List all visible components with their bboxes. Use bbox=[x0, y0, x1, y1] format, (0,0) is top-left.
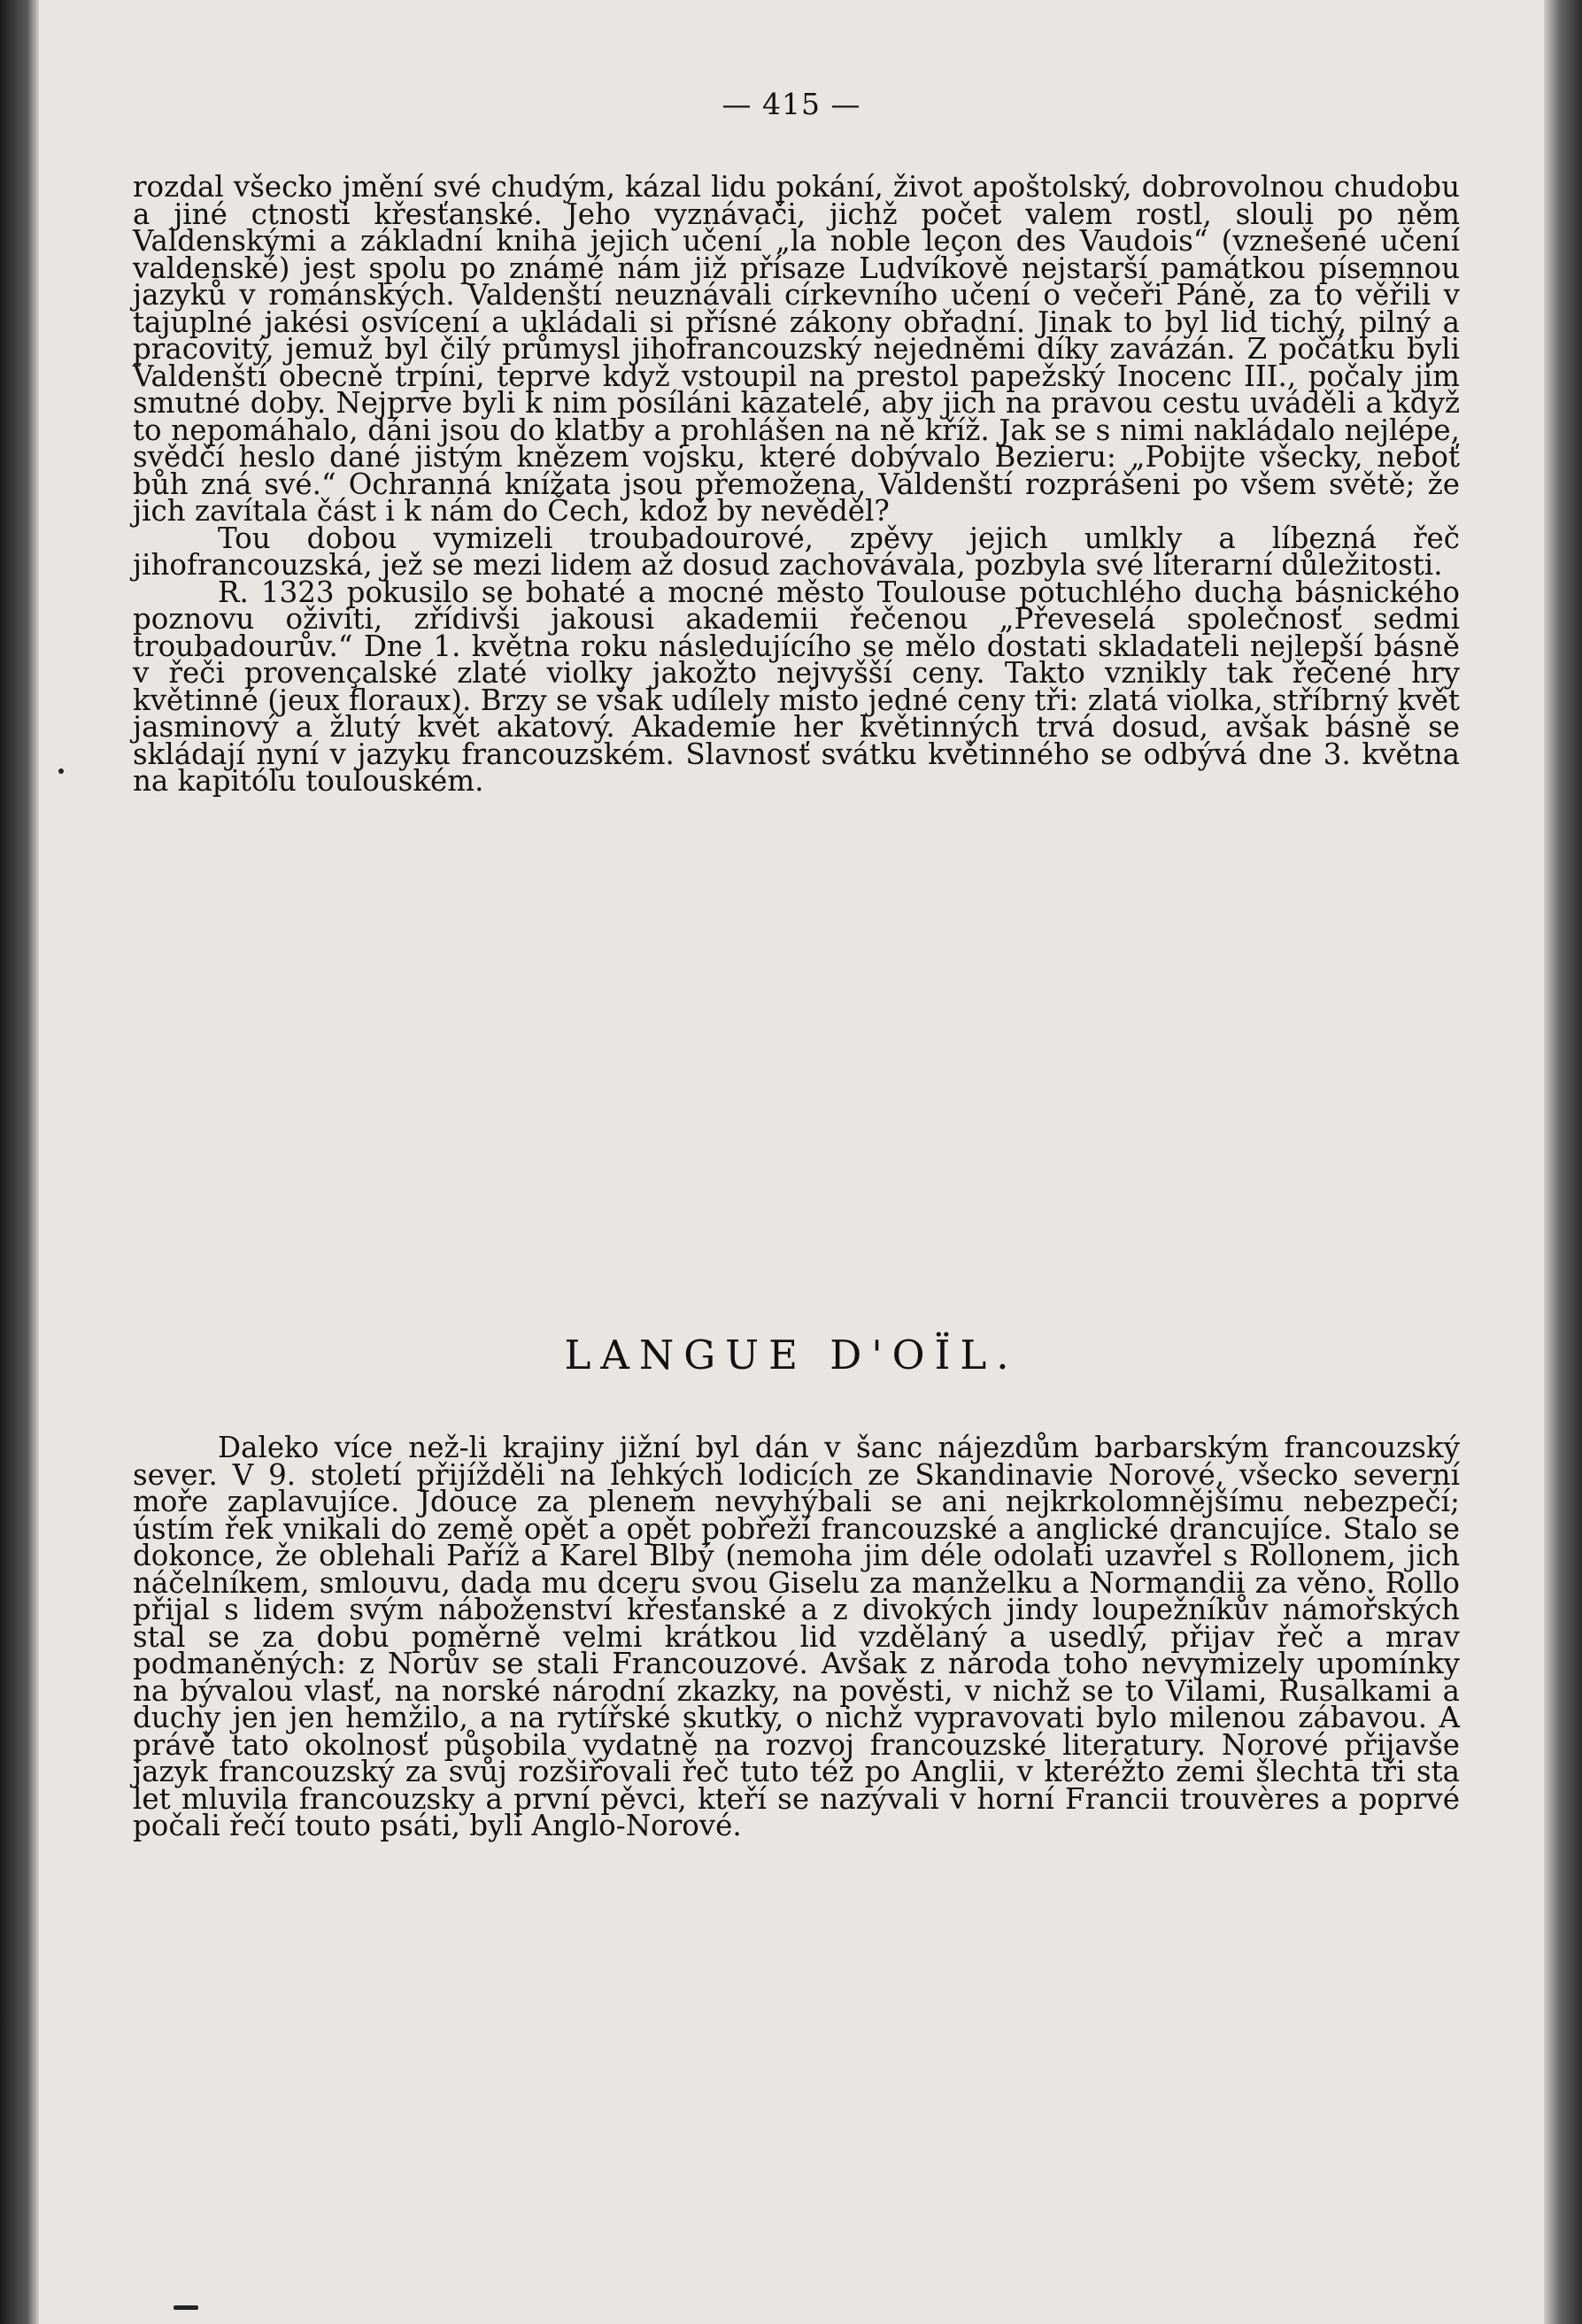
section-title: LANGUE D'OÏL. bbox=[564, 1332, 1019, 1378]
stray-ink-dot bbox=[58, 768, 64, 774]
page-left-edge bbox=[0, 0, 39, 2324]
book-page bbox=[39, 0, 1544, 2324]
paragraph-troubadours: Tou dobou vymizeli troubadourové, zpěvy jejich umlkly a líbezná řeč jihofrancouzská, jež se mezi lidem až dosud zachovávala, pozbyla své literarní důležitosti. bbox=[133, 521, 1460, 582]
paragraph-normans: Daleko více než-li krajiny jižní byl dán v šanc nájezdům barbarským francouzský sever. V 9. století přijížděli na lehkých lodicích ze Skandinavie Norové, všecko severní moře zaplavujíce. Jdouce za plenem nevyhýbali se ani nejkrkolomnějšímu nebezpečí; ústím řek vnikali do země opět a opět pobřeží francouzské a anglické drancujíce. Stalo se dokonce, že oblehali Paříž a Karel Blbý (nemoha jim déle odolati uzavřel s Rollonem, jich náčelníkem, smlouvu, dada mu dceru svou Giselu za manželku a Normandii za věno. Rollo přijal s lidem svým náboženství křesťanské a z divokých jindy loupežníkův námořských stal se za dobu poměrně velmi krátkou lid vzdělaný a usedlý, přijav řeč a mrav podmaněných: z Norův se stali Francouzové. Avšak z národa toho nevymizely upomínky na bývalou vlasť, na norské národní zkazky, na pověsti, v nichž se to Vilami, Rusalkami a duchy jen jen hemžilo, a na rytířské skutky, o nichž vypravovati bylo milenou zábavou. A právě tato okolnosť působila vydatně na rozvoj francouzské literatury. Norové přijavše jazyk francouzský za svůj rozšiřovali řeč tuto též po Anglii, v kteréžto zemi šlechta tři sta let mluvila francouzsky a první pěvci, kteří se nazývali v horní Francii trouvères a poprvé počali řečí touto psáti, byli Anglo-Norové. bbox=[133, 1431, 1460, 1842]
text-block-bottom bbox=[133, 1431, 1460, 1842]
stray-ink-mark bbox=[174, 2305, 198, 2310]
page-right-edge bbox=[1544, 0, 1582, 2324]
paragraph-toulouse: R. 1323 pokusilo se bohaté a mocné město Toulouse potuchlého ducha básnického poznovu oživiti, zřídivši jakousi akademii řečenou „Převeselá společnosť sedmi troubadourův.“ Dne 1. května roku následujícího se mělo dostati skladateli nejlepší básně v řeči provençalské zlaté violky jakožto nejvyšší ceny. Takto vznikly tak řečené hry květinné (jeux floraux). Brzy se však udílely místo jedné ceny tři: zlatá violka, stříbrný květ jasminový a žlutý květ akatový. Akademie her květinných trvá dosud, avšak básně se skládají nyní v jazyku francouzském. Slavnosť svátku květinného se odbývá dne 3. května na kapitólu toulouském. bbox=[133, 575, 1460, 798]
paragraph-waldensians: rozdal všecko jmění své chudým, kázal lidu pokání, život apoštolský, dobrovolnou chudobu a jiné ctnosti křesťanské. Jeho vyznávači, jichž počet valem rostl, slouli po něm Valdenskými a základní kniha jejich učení „la noble leçon des Vaudois“ (vznešené učení valdenské) jest spolu po známé nám již přísaze Ludvíkově nejstarší památkou písemnou jazyků v románských. Valdenští neuznávali církevního učení o večeři Páně, za to věřili v tajuplné jakési osvícení a ukládali si přísné zákony obřadní. Jinak to byl lid tichý, pilný a pracovitý, jemuž byl čilý průmysl jihofrancouzský nejedněmi díky zavázán. Z počátku byli Valdenští obecně trpíni, teprve když vstoupil na prestol papežský Inocenc III., počaly jim smutné doby. Nejprve byli k nim posíláni kazatelé, aby jich na pravou cestu uváděli a když to nepomáhalo, dáni jsou do klatby a prohlášen na ně kříž. Jak se s nimi nakládalo nejlépe, svědčí heslo dané jistým knězem vojsku, které dobývalo Bezieru: „Pobijte všecky, neboť bůh zná své.“ Ochranná knížata jsou přemožena, Valdenští rozprášeni po všem světě; že jich zavítala část i k nám do Čech, kdož by nevěděl? bbox=[133, 170, 1460, 528]
page-number: — 415 — bbox=[722, 87, 861, 121]
text-block-top bbox=[133, 170, 1460, 798]
